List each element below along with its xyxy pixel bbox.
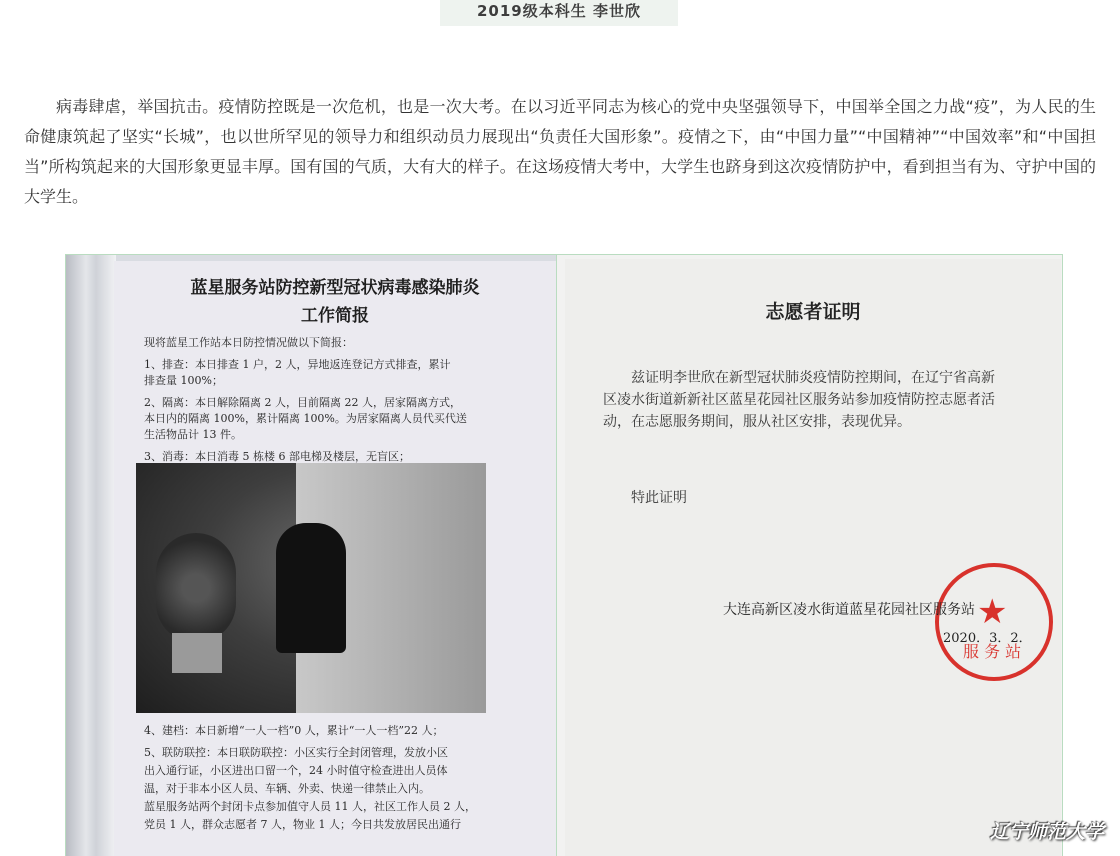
volunteer-certificate-photo <box>556 255 1063 856</box>
official-seal <box>935 563 1053 681</box>
certificate-closing: 特此证明 <box>631 490 687 506</box>
person-shape <box>276 523 346 653</box>
binder-edge <box>66 255 116 856</box>
briefing-item: 2、隔离：本日解除隔离 2 人，目前隔离 22 人，居家隔离方式， <box>144 396 461 409</box>
briefing-subtitle: 工作简报 <box>301 306 369 326</box>
briefing-item: 4、建档：本日新增“一人一档”0 人，累计“一人一档”22 人； <box>144 724 444 737</box>
briefing-item: 生活物品计 13 件。 <box>144 428 242 441</box>
briefing-intro: 现将蓝星工作站本日防控情况做以下简报： <box>144 336 353 349</box>
author-tag: 2019级本科生 李世欣 <box>440 0 678 26</box>
work-briefing-photo <box>66 255 556 856</box>
seal-label: 服 务 站 <box>963 642 1022 661</box>
certificate-document <box>565 259 1061 856</box>
article-image <box>65 254 1063 856</box>
briefing-item: 蓝星服务站两个封闭卡点参加值守人员 11 人，社区工作人员 2 人， <box>144 800 476 813</box>
briefing-item: 出入通行证，小区进出口留一个，24 小时值守检查进出人员体 <box>144 764 448 777</box>
briefing-item: 排查量 100%； <box>144 374 223 387</box>
university-watermark: 辽宁师范大学 <box>989 821 1104 843</box>
briefing-item: 本日内的隔离 100%，累计隔离 100%。为居家隔离人员代买代送 <box>144 412 467 425</box>
certificate-body: 兹证明李世欣在新型冠状肺炎疫情防控期间，在辽宁省高新区凌水街道新新社区蓝星花园社区服务站参加疫情防控志愿者活动，在志愿服务期间，服从社区安排，表现优异。 <box>603 370 995 430</box>
briefing-item: 温，对于非本小区人员、车辆、外卖、快递一律禁止入内。 <box>144 782 430 795</box>
briefing-title: 蓝星服务站防控新型冠状病毒感染肺炎 <box>190 278 480 298</box>
briefing-item: 5、联防联控：本日联防联控：小区实行全封闭管理，发放小区 <box>144 746 448 759</box>
briefing-item: 3、消毒：本日消毒 5 栋楼 6 部电梯及楼层，无盲区； <box>144 450 410 463</box>
briefing-item: 党员 1 人，群众志愿者 7 人，物业 1 人；今日共发放居民出通行 <box>144 818 461 831</box>
certificate-organization: 大连高新区凌水街道蓝星花园社区服务站 <box>723 602 975 618</box>
certificate-date: 2020．3．2． <box>943 631 1032 646</box>
certificate-title: 志愿者证明 <box>765 301 861 323</box>
pot-shape <box>172 633 222 673</box>
article-paragraph: 病毒肆虐，举国抗击。疫情防控既是一次危机，也是一次大考。在以习近平同志为核心的党中央坚强领导下，中国举全国之力战“疫”，为人民的生命健康筑起了坚实“长城”，也以世所罕见的领导力和组织动员力展现出“负责任大国形象”。疫情之下，由“中国力量”“中国精神”“中国效率”和“中国担当”所构筑起来的大国形象更显丰厚。国有国的气质，大有大的样子。在这场疫情大考中，大学生也跻身到这次疫情防护中，看到担当有为、守护中国的大学生。 <box>24 97 1096 206</box>
briefing-document <box>114 261 556 856</box>
disinfection-photo <box>136 463 486 713</box>
plant-shape <box>156 533 236 643</box>
briefing-item: 1、排查：本日排查 1 户，2 人，异地返连登记方式排查，累计 <box>144 358 451 371</box>
star-icon: ★ <box>977 592 1008 632</box>
